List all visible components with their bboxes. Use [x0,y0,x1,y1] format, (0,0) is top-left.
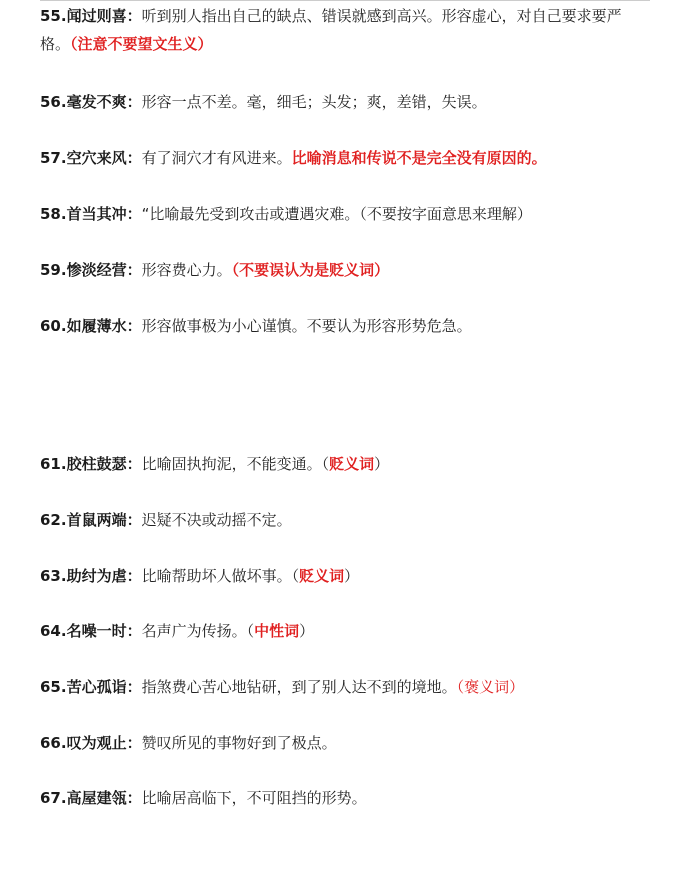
entry-term: 60.如履薄水： [40,317,142,335]
entry-note: 不要误认为是贬义词 [239,261,375,279]
entry-62 [40,506,650,534]
note-open-paren: （ [70,35,78,53]
entry-term: 59.惨淡经营： [40,261,142,279]
top-divider [40,0,650,1]
note-open-paren: （ [321,455,330,473]
entry-definition: 听到别人指出自己的缺点、错误就感到高兴。形容虚心，对自己要求要严格。 [40,7,622,53]
entry-term: 55.闻过则喜： [40,7,142,25]
entry-term: 63.助纣为虐： [40,567,142,585]
entry-term: 66.叹为观止： [40,734,142,752]
entry-term: 67.高屋建瓴： [40,789,142,807]
entry-term: 65.苦心孤诣： [40,678,142,696]
note-close-paren: ） [509,678,525,696]
entry-67 [40,784,650,812]
entry-definition: 形容一点不差。毫，细毛；头发；爽，差错，失误。 [141,93,487,111]
entry-term: 56.毫发不爽： [40,93,142,111]
entry-64 [40,617,650,645]
entry-59 [40,256,650,284]
entry-definition: 比喻居高临下，不可阻挡的形势。 [141,789,367,807]
entry-note: 贬义词 [329,455,375,473]
entry-note: 中性词 [254,622,300,640]
entry-note: 褒义词 [464,678,510,696]
entry-55 [40,2,650,58]
entry-definition: 赞叹所见的事物好到了极点。 [141,734,337,752]
entry-term: 62.首鼠两端： [40,511,142,529]
note-close-paren: ） [197,35,213,53]
entry-definition: 指煞费心苦心地钻研，到了别人达不到的境地。 [141,678,457,696]
entry-56 [40,88,650,116]
note-open-paren: （ [231,261,240,279]
note-open-paren: （ [291,567,300,585]
note-open-paren: （ [246,622,255,640]
entry-term: 58.首当其冲： [40,205,142,223]
note-close-paren: ） [344,567,360,585]
entry-61 [40,450,650,478]
entry-note: 贬义词 [299,567,345,585]
entry-57 [40,144,650,172]
entry-definition: 迟疑不决或动摇不定。 [141,511,292,529]
entry-definition: 比喻固执拘泥，不能变通。 [141,455,322,473]
note-close-paren: ） [374,455,390,473]
entry-definition: 形容做事极为小心谨慎。不要认为形容形势危急。 [141,317,472,335]
entry-60 [40,312,650,340]
entry-definition: 名声广为传扬。 [141,622,247,640]
entry-66 [40,729,650,757]
entry-term: 61.胶柱鼓瑟： [40,455,142,473]
entry-note: 注意不要望文生义 [77,35,198,53]
entry-65 [40,673,650,701]
entry-63 [40,562,650,590]
entry-58 [40,200,650,228]
entry-term: 64.名噪一时： [40,622,142,640]
entry-term: 57.空穴来风： [40,149,142,167]
note-close-paren: ） [374,261,390,279]
note-close-paren: ） [299,622,315,640]
entry-definition: 形容费心力。 [141,261,232,279]
entry-definition: 有了洞穴才有风进来。 [141,149,292,167]
entry-definition: 比喻帮助坏人做坏事。 [141,567,292,585]
entry-definition: “比喻最先受到攻击或遭遇灾难。（不要按字面意思来理解） [141,205,532,223]
note-open-paren: （ [456,678,465,696]
entry-note: 比喻消息和传说不是完全没有原因的。 [291,149,547,167]
